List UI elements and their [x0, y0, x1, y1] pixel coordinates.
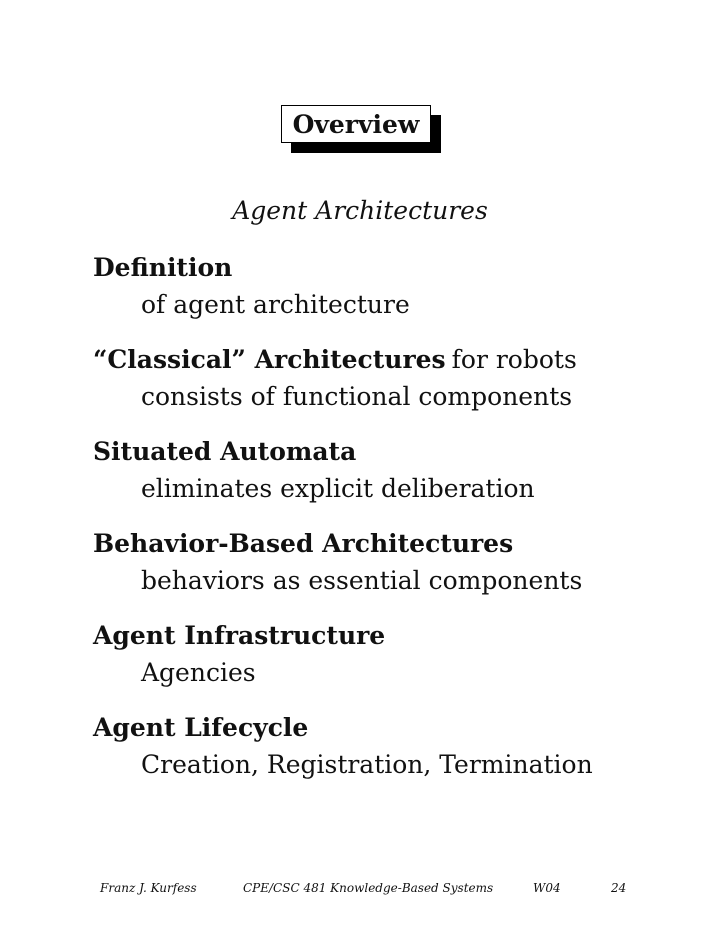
- topic-description: Agencies: [141, 658, 256, 687]
- topic-description: eliminates explicit deliberation: [141, 474, 535, 503]
- topic-description: Creation, Registration, Termination: [141, 750, 593, 779]
- topic-item-situated-automata: [93, 434, 693, 508]
- topic-title: Agent Lifecycle: [93, 713, 309, 742]
- topic-title: Agent Infrastructure: [93, 621, 386, 650]
- topic-item-definition: [93, 250, 693, 324]
- slide-title-box: [281, 105, 431, 143]
- topic-item-behavior-based-architectures: [93, 526, 693, 600]
- topic-title: Behavior-Based Architectures: [93, 529, 514, 558]
- footer-week: W04: [533, 881, 561, 895]
- topic-title-suffix: for robots: [451, 345, 577, 374]
- topic-description: consists of functional components: [141, 382, 573, 411]
- topic-title: “Classical” Architectures: [93, 345, 446, 374]
- footer-course: CPE/CSC 481 Knowledge-Based Systems: [243, 881, 494, 895]
- topic-description: behaviors as essential components: [141, 566, 583, 595]
- topic-title: Situated Automata: [93, 437, 357, 466]
- topic-description: of agent architecture: [141, 290, 410, 319]
- topic-title: Definition: [93, 253, 233, 282]
- footer-author: Franz J. Kurfess: [100, 881, 197, 895]
- topic-item-classical-architectures: [93, 342, 693, 416]
- topic-list: [93, 250, 693, 802]
- topic-item-agent-infrastructure: [93, 618, 693, 692]
- slide-footer: [0, 881, 720, 901]
- slide-title: Overview: [281, 105, 431, 143]
- slide-subtitle: Agent Architectures: [232, 196, 488, 225]
- topic-item-agent-lifecycle: [93, 710, 693, 784]
- footer-page-number: 24: [611, 881, 627, 895]
